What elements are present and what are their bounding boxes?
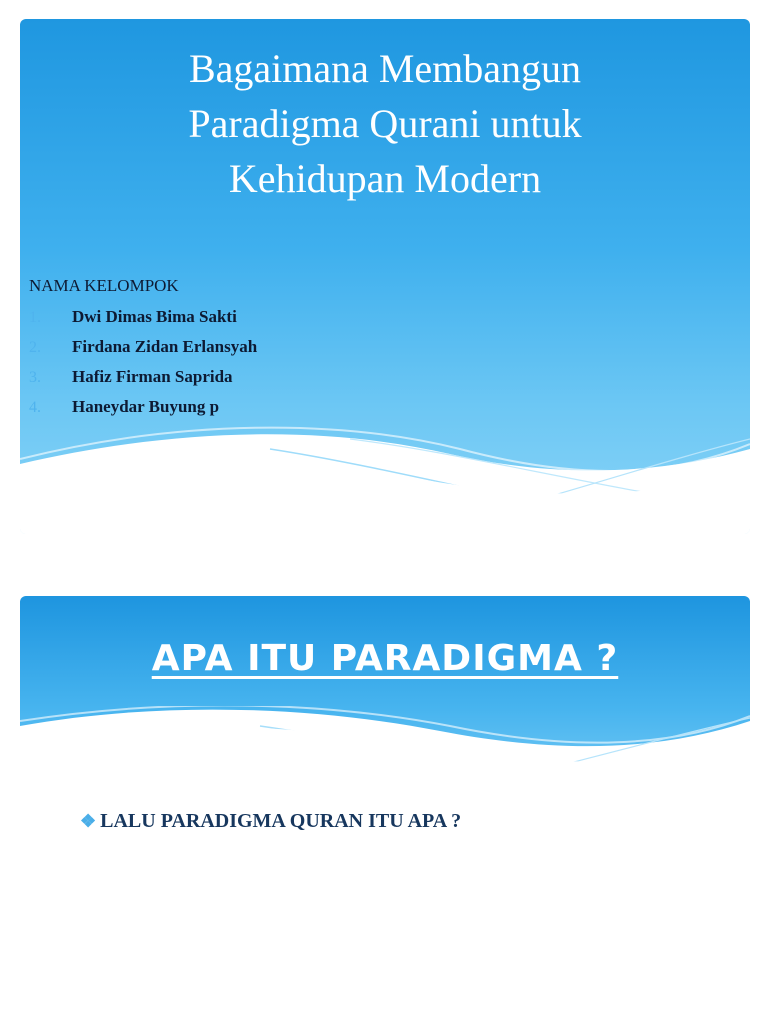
member-name: Dwi Dimas Bima Sakti (72, 307, 237, 326)
wave-decoration (20, 706, 750, 816)
member-item (29, 302, 257, 332)
group-members (29, 274, 257, 422)
group-label: NAMA KELOMPOK (29, 276, 179, 295)
slide-title: APA ITU PARADIGMA ? (151, 638, 619, 679)
member-item (29, 362, 257, 392)
diamond-bullet-icon: ❖ (80, 811, 97, 831)
title-line-3: Kehidupan Modern (228, 156, 542, 201)
title-line-2: Paradigma Qurani untuk (188, 101, 582, 146)
member-item (29, 392, 257, 422)
title-line-1: Bagaimana Membangun (188, 46, 582, 91)
member-item (29, 332, 257, 362)
bullet-item (80, 810, 461, 833)
member-name: Haneydar Buyung p (72, 397, 220, 416)
member-number: 2. (29, 339, 41, 356)
bullet-text: LALU PARADIGMA QURAN ITU APA ? (100, 810, 462, 832)
wave-decoration (20, 419, 750, 534)
member-number: 4. (29, 399, 41, 416)
slide-2 (20, 596, 750, 1024)
slide-1 (20, 19, 750, 534)
member-name: Firdana Zidan Erlansyah (72, 337, 258, 356)
slide-title (20, 41, 750, 206)
member-number: 1. (29, 309, 41, 326)
member-number: 3. (29, 369, 41, 386)
member-name: Hafiz Firman Saprida (72, 367, 233, 386)
